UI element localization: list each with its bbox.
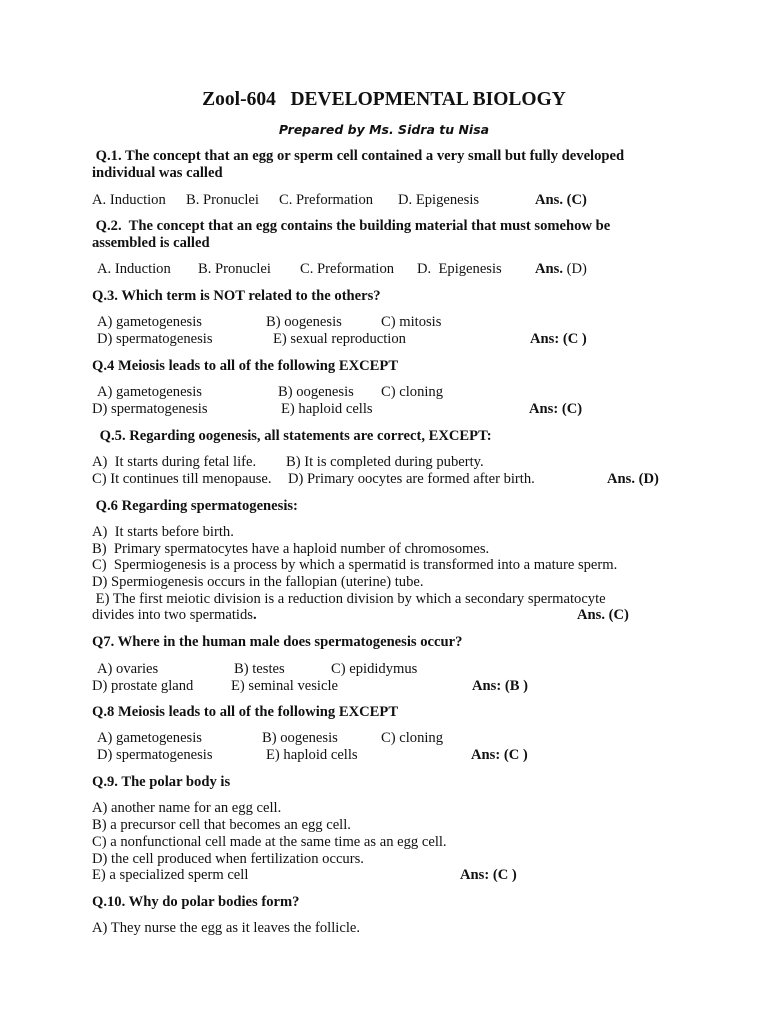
q7-answer: Ans: (B ) — [472, 678, 528, 694]
q9-answer: Ans: (C ) — [460, 867, 517, 883]
q2-option-d: D. Epigenesis — [417, 261, 502, 277]
q2-option-b: B. Pronuclei — [198, 261, 271, 277]
q7-option-d: D) prostate gland — [92, 678, 194, 694]
q8-option-e: E) haploid cells — [266, 747, 358, 763]
question-2: Q.2. The concept that an egg contains the building material that must somehow be — [92, 218, 611, 234]
question-1: Q.1. The concept that an egg or sperm cell contained a very small but fully developed — [92, 148, 625, 164]
q4-option-e: E) haploid cells — [281, 401, 373, 417]
question-5: Q.5. Regarding oogenesis, all statements are correct, EXCEPT: — [96, 428, 492, 444]
q5-answer: Ans. (D) — [607, 471, 659, 487]
q6-answer: Ans. (C) — [577, 607, 629, 623]
q2-answer-value: (D) — [566, 261, 587, 277]
q8-option-a: A) gametogenesis — [97, 730, 202, 746]
q3-answer: Ans: (C ) — [530, 331, 587, 347]
q3-option-d: D) spermatogenesis — [97, 331, 213, 347]
q1-option-a: A. Induction — [92, 192, 166, 208]
q9-option-c: C) a nonfunctional cell made at the same time as an egg cell. — [92, 834, 447, 850]
q6-option-a: A) It starts before birth. — [92, 524, 234, 540]
q8-answer: Ans: (C ) — [471, 747, 528, 763]
q4-option-c: C) cloning — [381, 384, 444, 400]
q6-option-d: D) Spermiogenesis occurs in the fallopian (uterine) tube. — [92, 574, 424, 590]
question-9: Q.9. The polar body is — [92, 774, 231, 790]
q2-answer-label: Ans. — [535, 261, 563, 277]
q1-option-b: B. Pronuclei — [186, 192, 259, 208]
q6-option-e: E) The first meiotic division is a reduction division by which a secondary spermatocyte — [92, 591, 606, 607]
q3-option-b: B) oogenesis — [266, 314, 342, 330]
q4-option-b: B) oogenesis — [278, 384, 354, 400]
q4-option-d: D) spermatogenesis — [92, 401, 208, 417]
question-3: Q.3. Which term is NOT related to the others? — [92, 288, 381, 304]
q2-option-a: A. Induction — [97, 261, 171, 277]
q8-option-d: D) spermatogenesis — [97, 747, 213, 763]
question-1-cont: individual was called — [92, 165, 223, 181]
q5-option-c: C) It continues till menopause. — [92, 471, 272, 487]
q9-option-a: A) another name for an egg cell. — [92, 800, 282, 816]
q6-option-b: B) Primary spermatocytes have a haploid number of chromosomes. — [92, 541, 490, 557]
q3-option-c: C) mitosis — [381, 314, 442, 330]
q9-option-d: D) the cell produced when fertilization occurs. — [92, 851, 364, 867]
q7-option-e: E) seminal vesicle — [231, 678, 338, 694]
q1-answer: Ans. (C) — [535, 192, 587, 208]
q7-option-b: B) testes — [234, 661, 285, 677]
q6-option-e-text: divides into two spermatids — [92, 607, 253, 623]
q1-option-d: D. Epigenesis — [398, 192, 480, 208]
page-title: Zool-604 DEVELOPMENTAL BIOLOGY — [202, 89, 566, 110]
q4-option-a: A) gametogenesis — [97, 384, 202, 400]
question-10: Q.10. Why do polar bodies form? — [92, 894, 300, 910]
q4-answer: Ans: (C) — [529, 401, 583, 417]
q1-option-c: C. Preformation — [279, 192, 374, 208]
q2-option-c: C. Preformation — [300, 261, 395, 277]
q3-option-e: E) sexual reproduction — [273, 331, 406, 347]
q2-answer — [535, 261, 587, 278]
q10-option-a: A) They nurse the egg as it leaves the follicle. — [92, 920, 361, 936]
question-7: Q7. Where in the human male does spermatogenesis occur? — [92, 634, 463, 650]
q5-option-b: B) It is completed during puberty. — [286, 454, 484, 470]
q5-option-d: D) Primary oocytes are formed after birth. — [288, 471, 535, 487]
question-4: Q.4 Meiosis leads to all of the following EXCEPT — [92, 358, 399, 374]
q6-option-e-cont — [92, 607, 257, 624]
question-6: Q.6 Regarding spermatogenesis: — [92, 498, 298, 514]
q6-option-c: C) Spermiogenesis is a process by which a spermatid is transformed into a mature sperm. — [92, 557, 618, 573]
question-8: Q.8 Meiosis leads to all of the following EXCEPT — [92, 704, 399, 720]
author-credit: Prepared by Ms. Sidra tu Nisa — [278, 122, 490, 137]
q5-option-a: A) It starts during fetal life. — [92, 454, 257, 470]
q9-option-b: B) a precursor cell that becomes an egg cell. — [92, 817, 351, 833]
question-2-cont: assembled is called — [92, 235, 210, 251]
q3-option-a: A) gametogenesis — [97, 314, 202, 330]
q7-option-a: A) ovaries — [97, 661, 159, 677]
q6-option-e-period: . — [252, 607, 257, 623]
q9-option-e: E) a specialized sperm cell — [92, 867, 249, 883]
q8-option-b: B) oogenesis — [262, 730, 338, 746]
q8-option-c: C) cloning — [381, 730, 444, 746]
q7-option-c: C) epididymus — [331, 661, 418, 677]
